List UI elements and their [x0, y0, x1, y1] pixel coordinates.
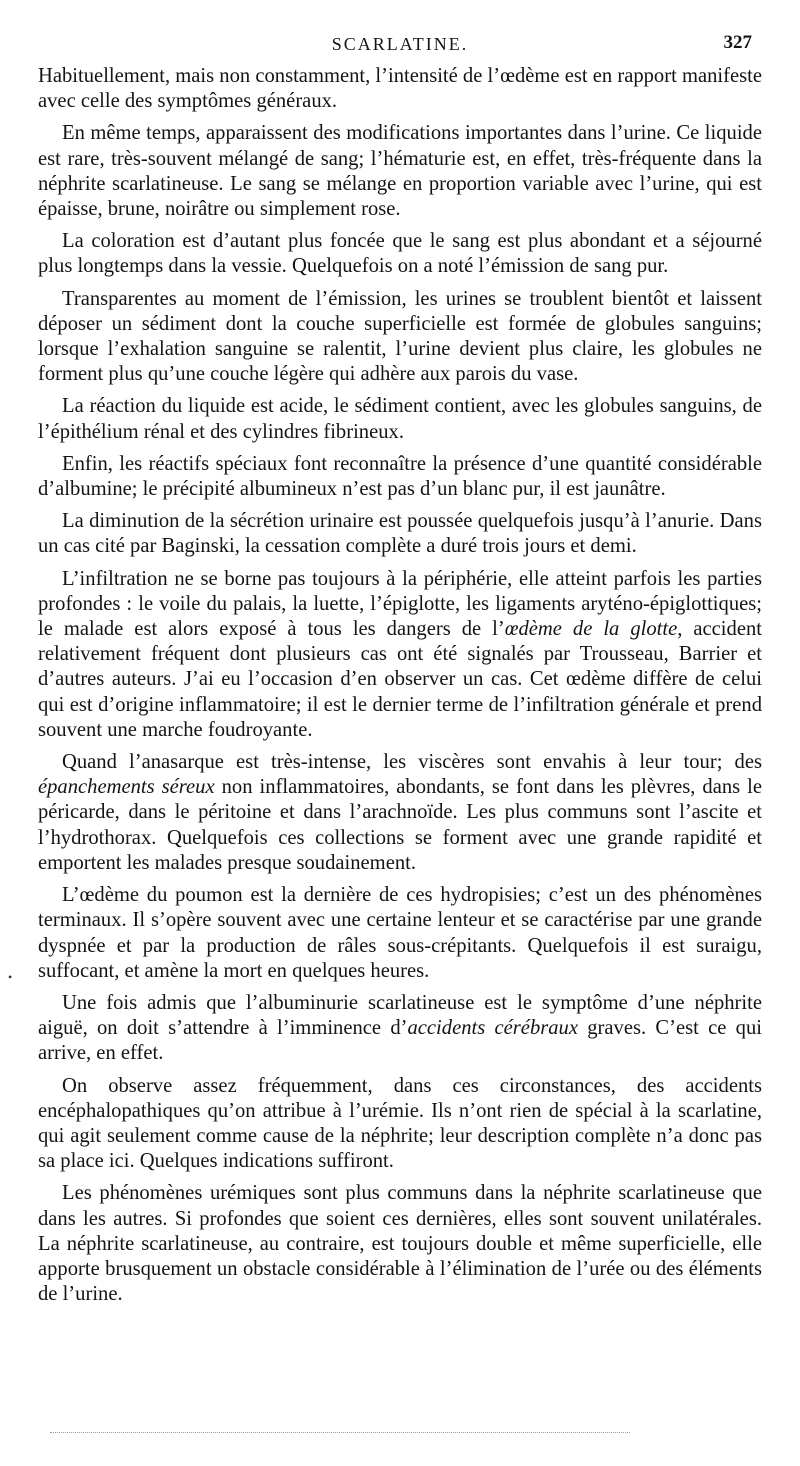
text-run: Quand l’anasarque est très-intense, les viscères sont envahis à leur tour; des — [62, 751, 762, 774]
text-run: Les phénomènes urémiques sont plus communs dans la néphrite scarlatineuse que dans les autres. Si profondes que soient ces dernières, elles sont souvent unilatérales. La néphrite scarlatineuse, au contraire, est toujours double et même superficielle, elle apporte brusquement un obstacle considérable à l’élimination de l’urée ou des éléments de l’urine. — [38, 1182, 762, 1306]
paragraph — [38, 121, 762, 222]
text-run: La réaction du liquide est acide, le sédiment contient, avec les globules sanguins, de l’épithélium rénal et des cylindres fibrineux. — [38, 395, 762, 443]
text-run: En même temps, apparaissent des modifications importantes dans l’urine. Ce liquide est rare, très-souvent mélangé de sang; l’hématurie est, en effet, très-fréquente dans la néphrite scarlatineuse. Le sang se mélange en proportion variable avec l’urine, qui est épaisse, brune, noirâtre ou simplement rose. — [38, 122, 762, 221]
paragraph — [38, 64, 762, 114]
text-run: La coloration est d’autant plus foncée que le sang est plus abondant et a séjourné plus longtemps dans la vessie. Quelquefois on a noté l’émission de sang pur. — [38, 230, 762, 278]
italic-run: accidents cérébraux — [407, 1017, 578, 1040]
page-header — [0, 30, 800, 60]
paragraph — [38, 287, 762, 388]
paragraph — [38, 229, 762, 279]
text-run: Habituellement, mais non constamment, l’intensité de l’œdème est en rapport manifeste avec celle des symptômes généraux. — [38, 65, 762, 113]
footer-rule — [50, 1432, 630, 1433]
text-run: Une fois admis que l’albuminurie scarlatineuse est le symptôme d’une néphrite aiguë, on doit s’attendre à l’imminence d’ — [38, 991, 762, 1040]
paragraph — [38, 750, 762, 876]
paragraph — [38, 1074, 762, 1175]
italic-run: épanchements séreux — [38, 776, 215, 799]
paragraph — [38, 452, 762, 502]
paragraph — [38, 883, 762, 984]
text-run: L’infiltration ne se borne pas toujours à la périphérie, elle atteint parfois les parties profondes : le voile du palais, la luette, l’épiglotte, les ligaments aryténo-épiglottiques; le malade est alors exposé à tous les dangers de l’ — [38, 567, 762, 641]
text-run: Transparentes au moment de l’émission, les urines se troublent bientôt et laissent déposer un sédiment dont la couche superficielle est formée de globules sanguins; lorsque l’exhalation sanguine se ralentit, l’urine devient plus claire, les globules ne forment plus qu’une couche légère qui adhère aux parois du vase. — [38, 287, 762, 386]
text-run: On observe assez fréquemment, dans ces circonstances, des accidents encéphalopathiques qu’on attribue à l’urémie. Ils n’ont rien de spécial à la scarlatine, qui agit seulement comme cause de la néphrite; leur description complète n’a donc pas sa place ici. Quelques indications suffiront. — [38, 1074, 762, 1173]
text-run: , accident relativement fréquent dont plusieurs cas ont été signalés par Trousseau, Barrier et d’autres auteurs. J’ai eu l’occasion d’en observer un cas. Cet œdème diffère de celui qui est d’origine inflammatoire; il est le dernier terme de l’infiltration générale et prend souvent une marche foudroyante. — [38, 618, 762, 741]
text-run: L’œdème du poumon est la dernière de ces hydropisies; c’est un des phénomènes terminaux. Il s’opère souvent avec une certaine lenteur et se caractérise par une grande dyspnée et par la production de râles sous-crépitants. Quelquefois il est suraigu, suffocant, et amène la mort en quelques heures. — [38, 884, 762, 982]
paragraph — [38, 394, 762, 444]
paragraph — [38, 1181, 762, 1307]
text-run: Enfin, les réactifs spéciaux font reconnaître la présence d’une quantité considérable d’albumine; le précipité albumineux n’est pas d’un blanc pur, il est jaunâtre. — [38, 452, 762, 501]
page-number: 327 — [723, 32, 752, 53]
margin-dot: • — [8, 970, 13, 984]
paragraph — [38, 567, 762, 743]
text-run: graves. C’est ce qui arrive, en effet. — [38, 1017, 762, 1065]
paragraph — [38, 991, 762, 1067]
paragraph — [38, 509, 762, 559]
running-head: SCARLATINE. — [331, 34, 469, 54]
text-run: La diminution de la sécrétion urinaire est poussée quelquefois jusqu’à l’anurie. Dans un cas cité par Baginski, la cessation complète a duré trois jours et demi. — [38, 510, 762, 558]
text-run: non inflammatoires, abondants, se font dans les plèvres, dans le péricarde, dans le péritoine et dans l’arachnoïde. Les plus communs sont l’ascite et l’hydrothorax. Quelquefois ces collections se forment avec une grande rapidité et emportent les malades presque soudainement. — [38, 776, 762, 874]
body-text — [38, 64, 762, 1314]
italic-run: œdème de la glotte — [504, 618, 678, 641]
